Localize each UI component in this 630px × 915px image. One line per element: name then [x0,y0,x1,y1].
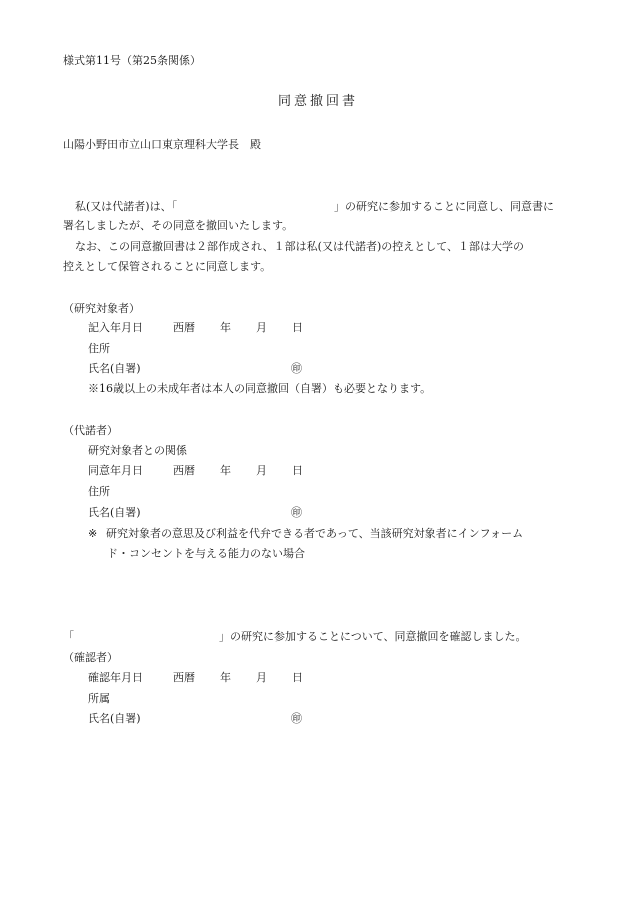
body-p2-line2: 控えとして保管されることに同意します。 [63,260,272,273]
proxy-year: 年 [220,464,231,477]
confirmation-day: 日 [292,671,303,684]
subject-year: 年 [220,321,231,334]
subject-date-label: 記入年月日 [88,321,143,334]
confirmation-seal: ㊞ [291,712,302,725]
subject-month: 月 [256,321,267,334]
form-number: 様式第11号（第25条関係） [63,54,201,67]
page-title: 同意撤回書 [278,94,359,109]
confirmation-month: 月 [256,671,267,684]
proxy-month: 月 [256,464,267,477]
proxy-heading: （代諾者） [63,424,118,437]
body-p1-suffix: 」の研究に参加することに同意し、同意書に [334,200,554,213]
body-p1-line2: 署名しましたが、その同意を撤回いたします。 [63,219,294,232]
subject-era: 西暦 [173,321,195,334]
confirmation-year: 年 [220,671,231,684]
subject-day: 日 [292,321,303,334]
confirmation-era: 西暦 [173,671,195,684]
body-p1-prefix: 私(又は代諾者)は、「 [75,200,178,213]
addressee: 山陽小野田市立山口東京理科大学長 殿 [63,138,261,151]
proxy-day: 日 [292,464,303,477]
proxy-address-label: 住所 [88,485,110,498]
confirmation-date-label: 確認年月日 [88,671,143,684]
confirmation-open-bracket: 「 [63,630,74,643]
subject-address-label: 住所 [88,342,110,355]
subject-note: ※16歳以上の未成年者は本人の同意撤回（自署）も必要となります。 [88,382,432,395]
proxy-note-mark: ※ [88,527,98,540]
confirmation-affiliation-label: 所属 [88,692,110,705]
proxy-note-line2: ド・コンセントを与える能力のない場合 [107,547,305,560]
proxy-seal: ㊞ [291,506,302,519]
body-p2-line1: なお、この同意撤回書は２部作成され、１部は私(又は代諾者)の控えとして、１部は大学の [75,240,525,253]
subject-heading: （研究対象者） [63,302,140,315]
confirmation-name-label: 氏名(自署) [88,712,141,725]
proxy-date-label: 同意年月日 [88,464,143,477]
confirmation-statement: 」の研究に参加することについて、同意撤回を確認しました。 [219,630,527,643]
proxy-relation-label: 研究対象者との関係 [88,444,187,457]
subject-name-label: 氏名(自署) [88,362,141,375]
confirmation-heading: （確認者） [63,651,118,664]
proxy-era: 西暦 [173,464,195,477]
subject-seal: ㊞ [291,362,302,375]
proxy-name-label: 氏名(自署) [88,506,141,519]
proxy-note-line1: 研究対象者の意思及び利益を代弁できる者であって、当該研究対象者にインフォーム [106,527,524,540]
